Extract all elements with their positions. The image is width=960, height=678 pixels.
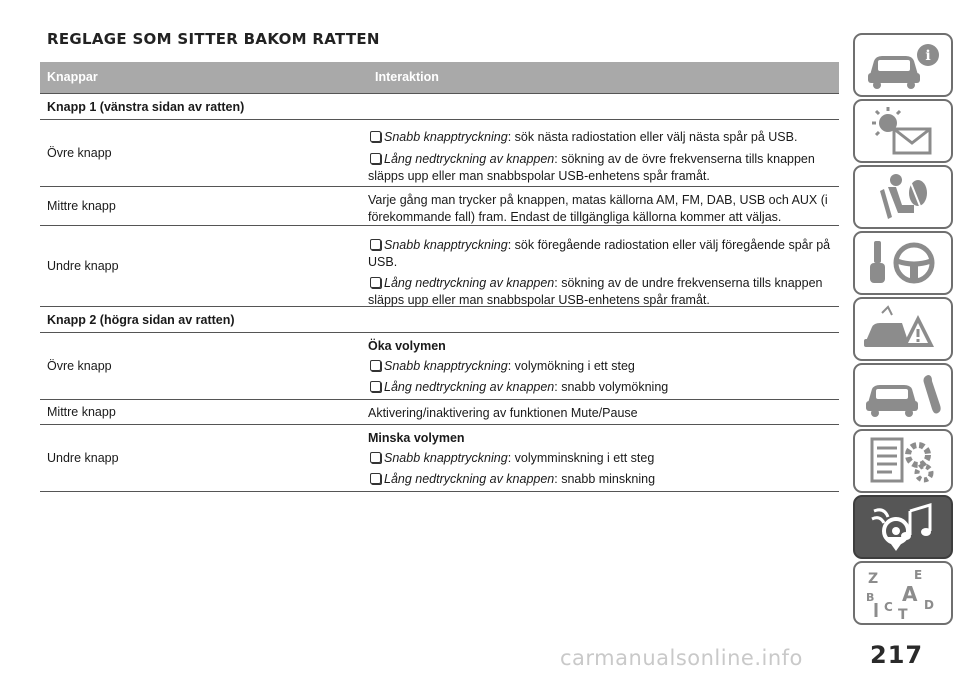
technical-data-icon bbox=[862, 435, 944, 487]
bullet-icon bbox=[370, 381, 381, 392]
bullet-icon bbox=[370, 473, 381, 484]
bullet-icon bbox=[370, 153, 381, 164]
section-knapp-2: Knapp 2 (högra sidan av ratten) bbox=[40, 307, 839, 333]
interaction-cell: Snabb knapptryckning: sök föregående radiostation eller välj föregående spår på USB. Lång nedtryckning av knappen: sökning av de undre frekvenserna tills knappen släpps upp eller man snabbspolar USB-enhetens spår framåt. bbox=[368, 238, 831, 307]
interaction-cell: Öka volymen Snabb knapptryckning: volymökning i ett steg Lång nedtryckning av knappen: snabb volymökning bbox=[368, 339, 669, 394]
button-name: Övre knapp bbox=[47, 358, 112, 373]
accident-warning-icon bbox=[862, 303, 944, 355]
svg-text:T: T bbox=[898, 607, 908, 619]
svg-text:B: B bbox=[866, 591, 875, 604]
page-title: REGLAGE SOM SITTER BAKOM RATTEN bbox=[47, 30, 380, 48]
tab-car-service[interactable] bbox=[853, 363, 953, 427]
alphabetical-index-icon bbox=[862, 567, 944, 619]
multimedia-icon bbox=[862, 501, 944, 553]
button-name: Mittre knapp bbox=[47, 198, 116, 213]
table-row bbox=[40, 425, 839, 492]
svg-text:i: i bbox=[925, 48, 931, 64]
table-row bbox=[40, 226, 839, 307]
bullet-icon bbox=[370, 360, 381, 371]
svg-text:E: E bbox=[914, 568, 923, 582]
table-header bbox=[40, 62, 839, 94]
bullet-icon bbox=[370, 131, 381, 142]
tab-key-steering[interactable] bbox=[853, 231, 953, 295]
car-service-icon bbox=[862, 369, 944, 421]
table-row bbox=[40, 400, 839, 425]
car-info-icon bbox=[862, 39, 944, 91]
button-name: Undre knapp bbox=[47, 258, 119, 273]
watermark: carmanualsonline.info bbox=[560, 646, 803, 670]
tab-technical-data[interactable] bbox=[853, 429, 953, 493]
button-name: Övre knapp bbox=[47, 145, 112, 160]
tab-alphabetical-index[interactable] bbox=[853, 561, 953, 625]
interaction-cell: Snabb knapptryckning: sök nästa radiostation eller välj nästa spår på USB. Lång nedtryckning av knappen: sökning av de övre frekvenserna tills knappen släpps upp eller man snabbspolar USB-enhetens spår framåt. bbox=[368, 130, 815, 183]
bullet-icon bbox=[370, 277, 381, 288]
button-name: Undre knapp bbox=[47, 450, 119, 465]
svg-text:D: D bbox=[924, 598, 934, 612]
svg-text:C: C bbox=[884, 600, 893, 614]
interaction-cell: Minska volymen Snabb knapptryckning: volymminskning i ett steg Lång nedtryckning av knappen: snabb minskning bbox=[368, 431, 656, 486]
bullet-icon bbox=[370, 452, 381, 463]
controls-table bbox=[40, 62, 839, 492]
table-row bbox=[40, 187, 839, 226]
tab-warning-lights[interactable] bbox=[853, 99, 953, 163]
bullet-icon bbox=[370, 239, 381, 250]
chapter-tabs bbox=[853, 33, 953, 627]
table-row bbox=[40, 120, 839, 187]
key-steering-wheel-icon bbox=[862, 237, 944, 289]
header-buttons: Knappar bbox=[47, 70, 98, 84]
tab-multimedia[interactable] bbox=[853, 495, 953, 559]
button-name: Mittre knapp bbox=[47, 404, 116, 419]
header-interaction: Interaktion bbox=[375, 70, 439, 84]
interaction-cell: Aktivering/inaktivering av funktionen Mute/Pause bbox=[368, 406, 638, 420]
tab-car-info[interactable] bbox=[853, 33, 953, 97]
svg-text:Z: Z bbox=[868, 571, 879, 587]
tab-seat-airbag[interactable] bbox=[853, 165, 953, 229]
tab-accident[interactable] bbox=[853, 297, 953, 361]
section-knapp-1: Knapp 1 (vänstra sidan av ratten) bbox=[40, 94, 839, 120]
seat-airbag-icon bbox=[862, 171, 944, 223]
interaction-cell: Varje gång man trycker på knappen, matas källorna AM, FM, DAB, USB och AUX (i förekommande fall) fram. Endast de tillgängliga källorna kommer att väljas. bbox=[368, 193, 828, 224]
page-number: 217 bbox=[870, 641, 924, 669]
warning-lights-icon bbox=[862, 105, 944, 157]
svg-text:A: A bbox=[902, 582, 918, 606]
table-row bbox=[40, 333, 839, 400]
